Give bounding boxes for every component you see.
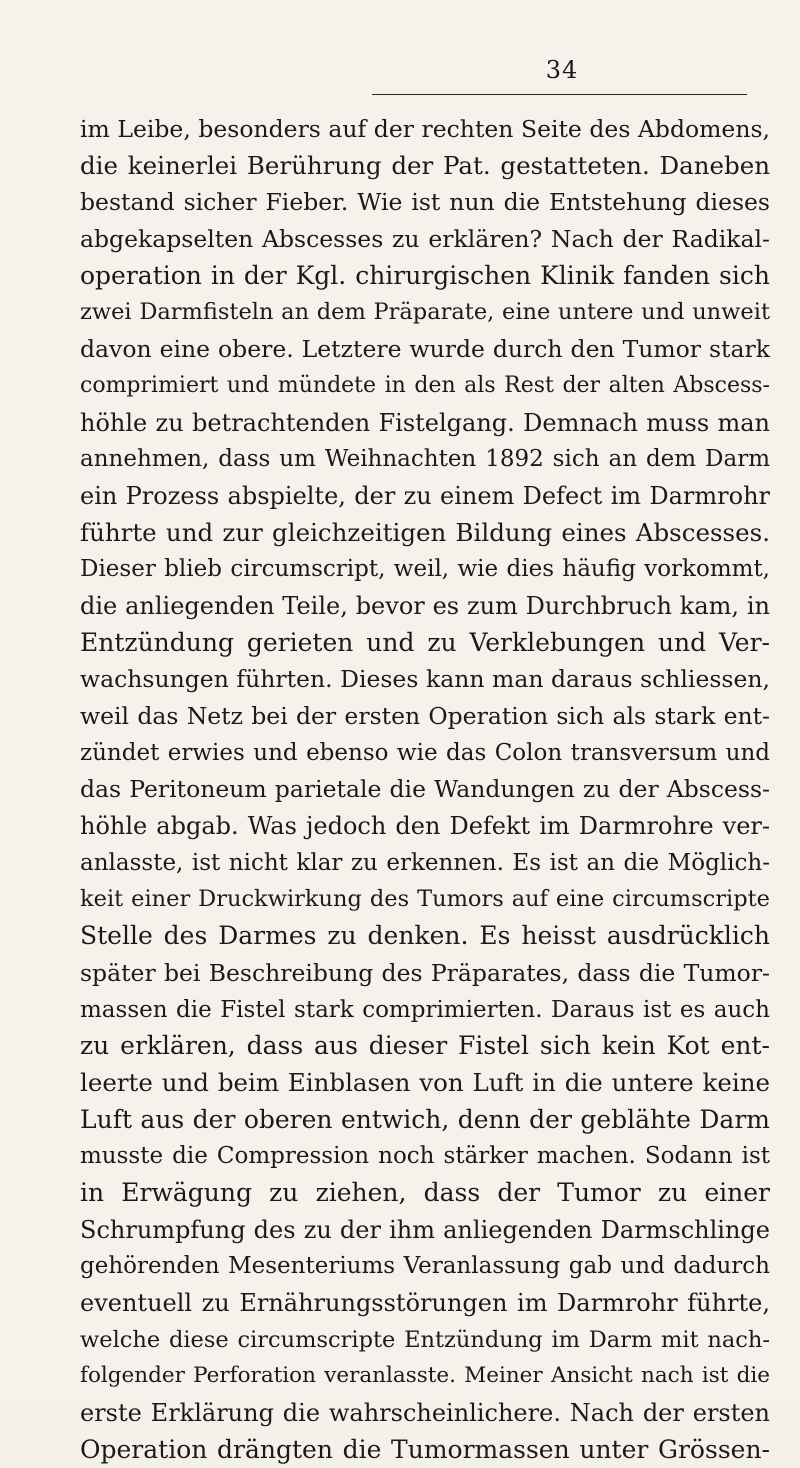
text-line: comprimiert und mündete in den als Rest der alten Abscess- <box>80 372 770 398</box>
text-line: die keinerlei Berührung der Pat. gestatteten. Daneben <box>80 150 770 180</box>
text-line: operation in der Kgl. chirurgischen Klinik fanden sich <box>80 260 770 290</box>
text-line: abgekapselten Abscesses zu erklären? Nach der Radikal- <box>80 225 770 254</box>
text-line: Stelle des Darmes zu denken. Es heisst ausdrücklich <box>80 921 770 951</box>
text-line: weil das Netz bei der ersten Operation sich als stark ent- <box>80 702 770 730</box>
text-line: die anliegenden Teile, bevor es zum Durchbruch kam, in <box>80 591 770 620</box>
text-line: leerte und beim Einblasen von Luft in die untere keine <box>80 1067 770 1097</box>
text-line: folgender Perforation veranlasste. Meiner Ansicht nach ist die <box>80 1363 770 1389</box>
text-line: führte und zur gleichzeitigen Bildung eines Abscesses. <box>80 517 770 547</box>
text-line: musste die Compression noch stärker machen. Sodann ist <box>80 1143 770 1170</box>
text-line: höhle abgab. Was jedoch den Defekt im Darmrohre ver- <box>80 812 770 841</box>
text-line: erste Erklärung die wahrscheinlichere. Nach der ersten <box>80 1399 770 1428</box>
text-line: zwei Darmfisteln an dem Präparate, eine untere und unweit <box>80 299 770 326</box>
text-line: massen die Fistel stark comprimierten. Daraus ist es auch <box>80 996 770 1023</box>
text-line: das Peritoneum parietale die Wandungen zu der Abscess- <box>80 775 770 804</box>
text-line: später bei Beschreibung des Präparates, dass die Tumor- <box>80 958 770 987</box>
text-line: annehmen, dass um Weihnachten 1892 sich an dem Darm <box>80 446 770 473</box>
text-line: wachsungen führten. Dieses kann man daraus schliessen, <box>80 665 770 694</box>
text-line: eventuell zu Ernährungsstörungen im Darmrohr führte, <box>80 1289 770 1317</box>
text-line: in Erwägung zu ziehen, dass der Tumor zu einer <box>80 1177 770 1207</box>
text-line: gehörenden Mesenteriums Veranlassung gab und dadurch <box>80 1253 770 1280</box>
text-line: höhle zu betrachtenden Fistelgang. Demnach muss man <box>80 408 770 437</box>
text-line: zu erklären, dass aus dieser Fistel sich kein Kot ent- <box>80 1031 770 1061</box>
text-line: Operation drängten die Tumormassen unter Grössen- <box>80 1434 770 1464</box>
text-line: Entzündung gerieten und zu Verklebungen und Ver- <box>80 627 770 657</box>
page-number: 34 <box>545 56 579 84</box>
text-line: zündet erwies und ebenso wie das Colon transversum und <box>80 739 770 766</box>
text-line: Dieser blieb circumscript, weil, wie dies häufig vorkommt, <box>80 556 770 583</box>
body-text <box>80 111 770 1468</box>
text-line: welche diese circumscripte Entzündung im Darm mit nach- <box>80 1326 770 1353</box>
header-rule <box>372 94 747 95</box>
text-line: Schrumpfung des zu der ihm anliegenden Darmschlinge <box>80 1215 770 1244</box>
text-line: davon eine obere. Letztere wurde durch den Tumor stark <box>80 335 770 364</box>
text-line: bestand sicher Fieber. Wie ist nun die Entstehung dieses <box>80 188 770 217</box>
text-line: Luft aus der oberen entwich, denn der geblähte Darm <box>80 1104 770 1134</box>
text-line: keit einer Druckwirkung des Tumors auf eine circumscripte <box>80 886 770 913</box>
text-line: im Leibe, besonders auf der rechten Seite des Abdomens, <box>80 115 770 143</box>
text-line: ein Prozess abspielte, der zu einem Defect im Darmrohr <box>80 481 770 510</box>
text-line: anlasste, ist nicht klar zu erkennen. Es ist an die Möglich- <box>80 849 770 876</box>
